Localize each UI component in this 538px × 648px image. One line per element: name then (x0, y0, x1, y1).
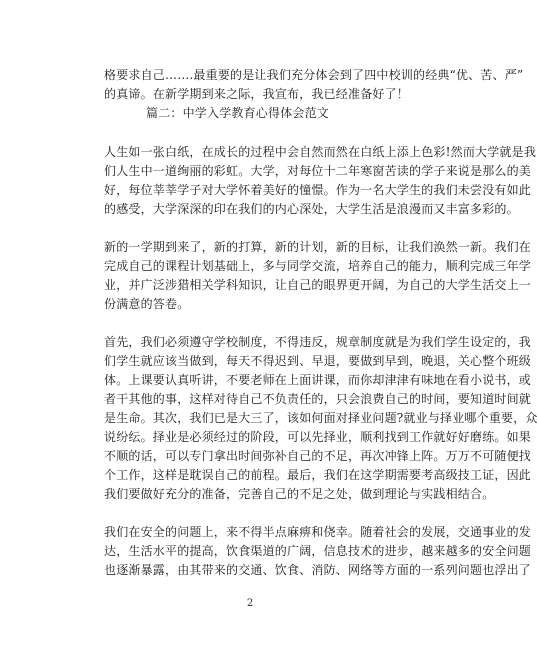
text-line: 体。上课要认真听讲，不要老师在上面讲课，而你却津津有味地在看小说书，或 (104, 373, 532, 387)
section-title: 篇二：中学入学教育心得体会范文 (146, 106, 330, 120)
text-line: 新的一学期到来了，新的打算，新的计划，新的目标，让我们涣然一新。我们在 (104, 240, 532, 254)
text-line: 首先，我们必须遵守学校制度，不得违反，规章制度就是为我们学生设定的，我 (104, 335, 532, 349)
text-line: 好，每位莘莘学子对大学怀着美好的憧憬。作为一名大学生的我们未尝没有如此 (104, 183, 532, 197)
text-line: 我们要做好充分的准备，完善自己的不足之处，做到理论与实践相结合。 (104, 487, 495, 501)
text-line: 者干其他的事，这样对待自己不负责任的，只会浪费自己的时间，要知道时间就 (104, 392, 532, 406)
text-line: 是生命。其次，我们已是大三了，该如何面对择业问题?就业与择业哪个重要，众 (104, 411, 538, 425)
text-line: 业，并广泛涉猎相关学科知识，让自己的眼界更开阔，为自己的大学生活交上一 (104, 278, 532, 292)
text-line: 们学生就应该当做到，每天不得迟到、早退，要做到早到，晚退，关心整个班级 (104, 354, 532, 368)
text-line: 格要求自己…….最重要的是让我们充分体会到了四中校训的经典“优、苦、严” (104, 68, 524, 82)
text-line: 份满意的答卷。 (104, 297, 190, 311)
text-line: 个工作，这样是耽误自己的前程。最后，我们在这学期需要考高级技工证，因此 (104, 468, 532, 482)
text-line: 也逐渐暴露，由其带来的交通、饮食、消防、网络等方面的一系列问题也浮出了 (104, 563, 532, 577)
text-line: 人生如一张白纸，在成长的过程中会自然而然在白纸上添上色彩!然而大学就是我 (104, 145, 537, 159)
text-line: 的真谛。在新学期到来之际，我宣布，我已经准备好了！ (104, 87, 410, 101)
text-line: 达，生活水平的提高，饮食渠道的广阔，信息技术的进步，越来越多的安全问题 (104, 544, 532, 558)
text-line: 们人生中一道绚丽的彩虹。大学，对每位十二年寒窗苦读的学子来说是那么的美 (104, 164, 532, 178)
text-line: 说纷纭。择业是必须经过的阶段，可以先择业，顺利找到工作就好好磨练。如果 (104, 430, 532, 444)
text-line: 完成自己的课程计划基础上，多与同学交流，培养自己的能力，顺利完成三年学 (104, 259, 532, 273)
text-line: 的感受，大学深深的印在我们的内心深处，大学生活是浪漫而又丰富多彩的。 (104, 202, 519, 216)
text-line: 我们在安全的问题上，来不得半点麻痹和侥幸。随着社会的发展，交通事业的发 (104, 525, 532, 539)
text-line: 不顺的话，可以专门拿出时间弥补自己的不足，再次冲锋上阵。万万不可随便找 (104, 449, 532, 463)
page-number: 2 (246, 598, 254, 609)
